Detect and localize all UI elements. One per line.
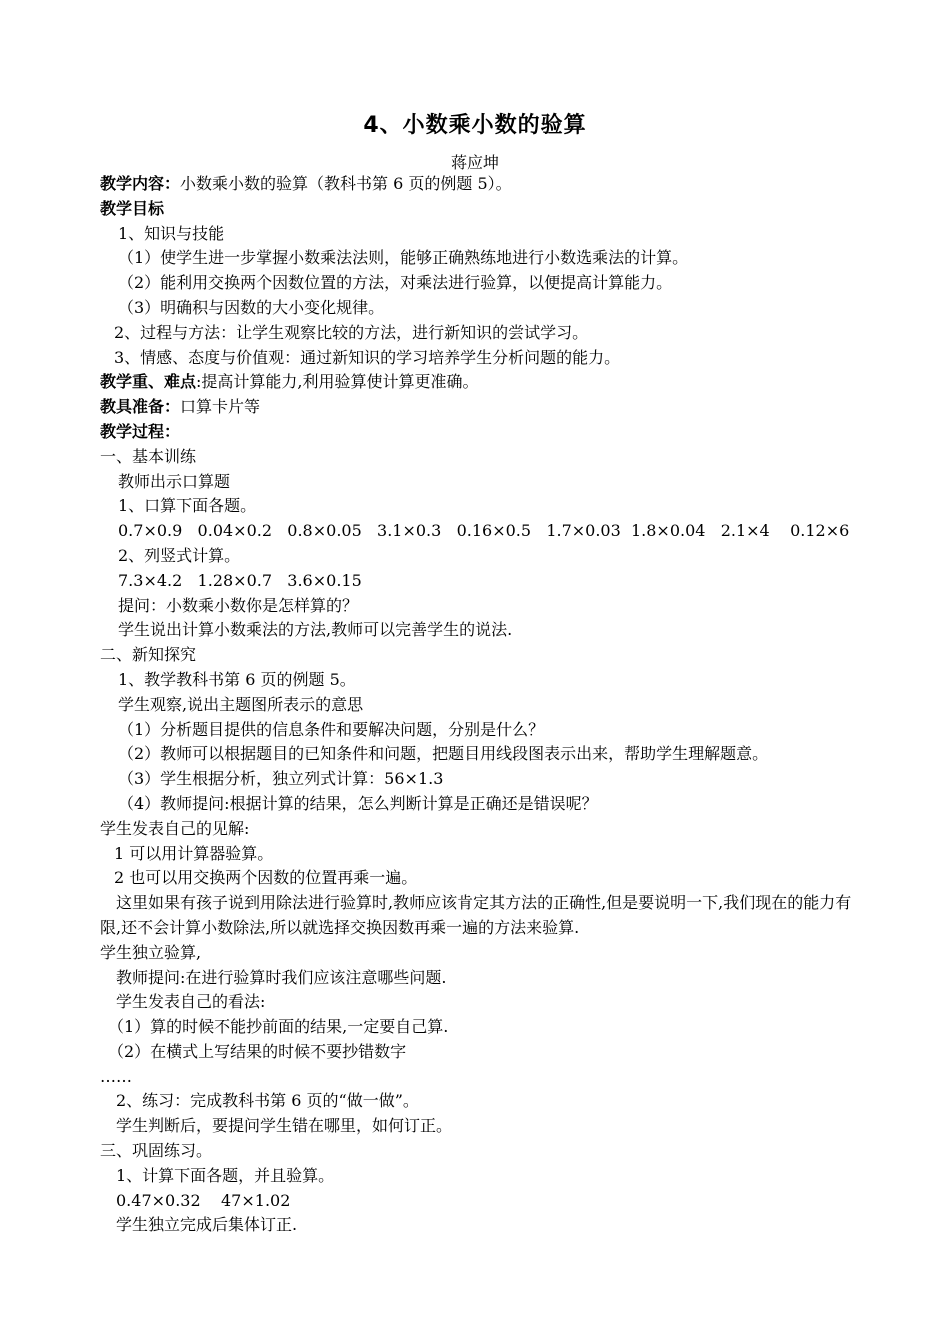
section-1-line-b: 1、口算下面各题。 xyxy=(118,496,257,516)
section-2-line-r: 学生判断后，要提问学生错在哪里，如何订正。 xyxy=(116,1116,453,1136)
section-1-line-d: 2、列竖式计算。 xyxy=(118,545,241,565)
section-2-line-a: 1、教学教科书第 6 页的例题 5。 xyxy=(118,669,356,689)
section-3-heading: 三、巩固练习。 xyxy=(100,1141,213,1161)
focus-line xyxy=(100,370,870,395)
content-label: 教学内容： xyxy=(100,174,181,193)
section-2-line-g: 学生发表自己的见解: xyxy=(100,818,250,838)
section-2-heading: 二、新知探究 xyxy=(100,645,197,665)
oral-calc-problems: 0.7×0.9 0.04×0.2 0.8×0.05 3.1×0.3 0.16×0.5 1.7×0.03 1.8×0.04 2.1×4 0.12×6 xyxy=(118,521,850,541)
section-1-line-g: 学生说出计算小数乘法的方法,教师可以完善学生的说法. xyxy=(118,620,513,640)
tools-label: 教具准备： xyxy=(100,397,181,417)
practice-problems: 0.47×0.32 47×1.02 xyxy=(116,1190,291,1210)
author-name: 蒋应坤 xyxy=(450,153,499,172)
process-heading: 教学过程： xyxy=(100,421,181,441)
focus-label: 教学重、难点 xyxy=(100,372,197,392)
section-2-line-o: （2）在横式上写结果的时候不要抄错数字 xyxy=(108,1041,407,1061)
vertical-calc-problems: 7.3×4.2 1.28×0.7 3.6×0.15 xyxy=(118,570,362,590)
section-2-line-m: 学生发表自己的看法: xyxy=(116,992,266,1012)
goal-3: 3、情感、态度与价值观：通过新知识的学习培养学生分析问题的能力。 xyxy=(114,347,621,367)
section-3-line-a: 1、计算下面各题，并且验算。 xyxy=(116,1165,335,1185)
goal-2: 2、过程与方法：让学生观察比较的方法，进行新知识的尝试学习。 xyxy=(114,322,589,342)
content-text: 小数乘小数的验算（教科书第 6 页的例题 5）。 xyxy=(180,174,512,193)
section-2-line-n: （1）算的时候不能抄前面的结果,一定要自己算. xyxy=(108,1017,449,1037)
document-body xyxy=(100,172,870,1238)
section-2-line-f: （4）教师提问:根据计算的结果，怎么判断计算是正确还是错误呢？ xyxy=(118,793,598,813)
tools-text: 口算卡片等 xyxy=(180,397,261,417)
page-title: 4、小数乘小数的验算 xyxy=(363,113,587,138)
section-1-heading: 一、基本训练 xyxy=(100,446,197,466)
section-3-line-c: 学生独立完成后集体订正. xyxy=(116,1215,298,1235)
section-2-line-b: 学生观察,说出主题图所表示的意思 xyxy=(118,694,364,714)
section-2-line-l: 教师提问:在进行验算时我们应该注意哪些问题. xyxy=(116,967,447,987)
goal-1-1: （1）使学生进一步掌握小数乘法法则，能够正确熟练地进行小数选乘法的计算。 xyxy=(118,248,689,268)
tools-line xyxy=(100,395,870,420)
goal-1: 1、知识与技能 xyxy=(118,223,225,243)
content-line xyxy=(100,172,870,197)
section-1-line-a: 教师出示口算题 xyxy=(118,471,231,491)
section-2-paragraph-j: 这里如果有孩子说到用除法进行验算时,教师应该肯定其方法的正确性,但是要说明一下,我们现在的能力有限,还不会计算小数除法,所以就选择交换因数再乘一遍的方法来验算. xyxy=(100,893,852,937)
section-2-line-q: 2、练习：完成教科书第 6 页的“做一做”。 xyxy=(116,1091,419,1111)
goal-1-3: （3）明确积与因数的大小变化规律。 xyxy=(118,297,385,317)
section-2-line-d: （2）教师可以根据题目的已知条件和问题，把题目用线段图表示出来，帮助学生理解题意。 xyxy=(118,744,769,764)
section-2-line-c: （1）分析题目提供的信息条件和要解决问题，分别是什么？ xyxy=(118,719,545,739)
goals-heading: 教学目标 xyxy=(100,198,165,218)
goal-1-2: （2）能利用交换两个因数位置的方法，对乘法进行验算，以便提高计算能力。 xyxy=(118,273,673,293)
section-2-line-h: 1 可以用计算器验算。 xyxy=(114,843,274,863)
section-1-line-f: 提问：小数乘小数你是怎样算的？ xyxy=(118,595,359,615)
section-2-line-i: 2 也可以用交换两个因数的位置再乘一遍。 xyxy=(114,868,418,888)
section-2-ellipsis: …… xyxy=(100,1066,132,1086)
section-2-line-e: （3）学生根据分析，独立列式计算：56×1.3 xyxy=(118,769,444,789)
focus-text: :提高计算能力,利用验算使计算更准确。 xyxy=(196,372,479,392)
section-2-line-k: 学生独立验算, xyxy=(100,942,202,962)
